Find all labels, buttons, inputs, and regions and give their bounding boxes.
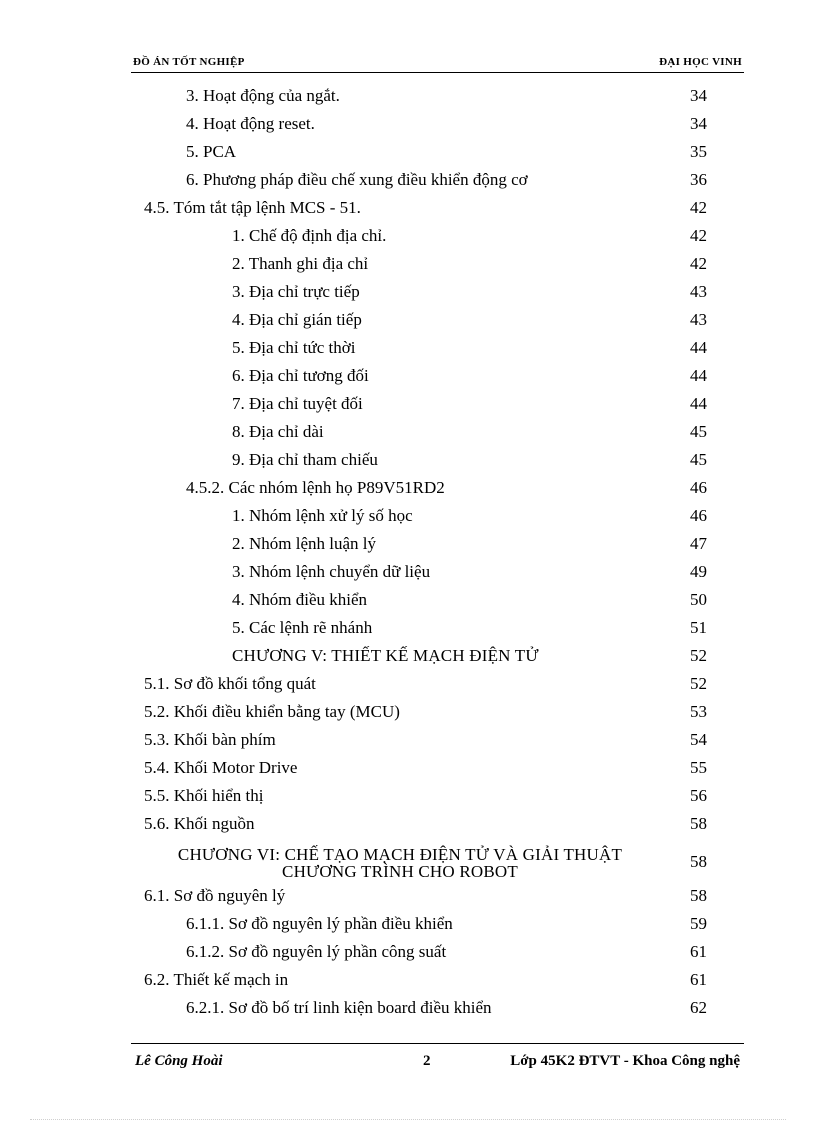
toc-entry-page: 53 bbox=[690, 702, 707, 721]
toc-entry-text: CHƯƠNG VI: CHẾ TẠO MẠCH ĐIỆN TỬ VÀ GIẢI THUẬT bbox=[177, 845, 623, 864]
toc-entry-page: 42 bbox=[690, 198, 707, 217]
toc-entry-text: 9. Địa chỉ tham chiếu bbox=[232, 450, 378, 469]
toc-entry-text: 5.1. Sơ đồ khối tổng quát bbox=[144, 674, 316, 693]
toc-entry-text: 4.5. Tóm tắt tập lệnh MCS - 51. bbox=[144, 198, 361, 217]
toc-entry-page: 52 bbox=[690, 646, 707, 665]
toc-entry-page: 43 bbox=[690, 310, 707, 329]
toc-entry-text: 4. Hoạt động reset. bbox=[186, 114, 315, 133]
toc-entry-page: 47 bbox=[690, 534, 707, 553]
toc-entry-text: 4. Địa chỉ gián tiếp bbox=[232, 310, 362, 329]
toc-entry-page: 42 bbox=[690, 226, 707, 245]
page-header bbox=[131, 54, 744, 73]
toc-entry-page: 54 bbox=[690, 730, 707, 749]
toc-entry-page: 43 bbox=[690, 282, 707, 301]
toc-entry-text: 5.4. Khối Motor Drive bbox=[144, 758, 298, 777]
toc-entry-text: 2. Nhóm lệnh luận lý bbox=[232, 534, 377, 553]
toc-entry-page: 46 bbox=[690, 506, 707, 525]
toc-entry-page: 61 bbox=[690, 970, 707, 989]
toc-entry-page: 42 bbox=[690, 254, 707, 273]
toc-entry-text: 6.1.1. Sơ đồ nguyên lý phần điều khiển bbox=[186, 914, 453, 933]
footer-author: Lê Công Hoài bbox=[135, 1053, 223, 1069]
toc-entry-page: 58 bbox=[690, 886, 707, 905]
toc-entry-page: 58 bbox=[690, 814, 707, 833]
toc-entry-text: 4. Nhóm điều khiển bbox=[232, 590, 368, 609]
toc-entry-page: 44 bbox=[690, 366, 707, 385]
toc-entry-text: 5.5. Khối hiển thị bbox=[144, 786, 264, 805]
toc-entry-page: 45 bbox=[690, 450, 707, 469]
toc-entry-text: 5. Địa chỉ tức thời bbox=[232, 338, 356, 357]
toc-entry-text: 3. Hoạt động của ngắt. bbox=[186, 86, 340, 105]
toc-entry-text: 2. Thanh ghi địa chỉ bbox=[232, 254, 369, 273]
toc-entry-text: 6.1.2. Sơ đồ nguyên lý phần công suất bbox=[186, 942, 447, 961]
toc-entry-page: 49 bbox=[690, 562, 707, 581]
toc-entry-text: 6. Địa chỉ tương đối bbox=[232, 366, 369, 385]
toc-entry-text: 3. Địa chỉ trực tiếp bbox=[232, 282, 360, 301]
header-right-title: ĐẠI HỌC VINH bbox=[659, 56, 742, 68]
toc-entry-page: 50 bbox=[690, 590, 707, 609]
toc-entry-page: 59 bbox=[690, 914, 707, 933]
toc-entry-text: 5. Các lệnh rẽ nhánh bbox=[232, 618, 373, 637]
toc-entry-page: 58 bbox=[690, 852, 707, 871]
toc-entry-page: 45 bbox=[690, 422, 707, 441]
toc-entry-text: 5.3. Khối bàn phím bbox=[144, 730, 276, 749]
toc-entry-text: CHƯƠNG V: THIẾT KẾ MẠCH ĐIỆN TỬ bbox=[232, 646, 539, 665]
toc-entry-page: 36 bbox=[690, 170, 707, 189]
toc-entry-text: 4.5.2. Các nhóm lệnh họ P89V51RD2 bbox=[186, 478, 445, 497]
toc-entry-page: 51 bbox=[690, 618, 707, 637]
toc-entry-text: CHƯƠNG TRÌNH CHO ROBOT bbox=[282, 862, 518, 881]
toc-entry-text: 8. Địa chỉ dài bbox=[232, 422, 324, 441]
toc-entry-page: 34 bbox=[690, 114, 707, 133]
header-left-title: ĐỒ ÁN TỐT NGHIỆP bbox=[133, 56, 245, 68]
toc-entry-page: 61 bbox=[690, 942, 707, 961]
toc-entry-page: 44 bbox=[690, 338, 707, 357]
toc-entry-page: 35 bbox=[690, 142, 707, 161]
toc-entry-page: 44 bbox=[690, 394, 707, 413]
toc-entry-page: 55 bbox=[690, 758, 707, 777]
toc-entry-page: 34 bbox=[690, 86, 707, 105]
toc-entry-text: 5.2. Khối điều khiển bằng tay (MCU) bbox=[144, 702, 400, 721]
toc-entry-page: 56 bbox=[690, 786, 707, 805]
toc-entry-text: 7. Địa chỉ tuyệt đối bbox=[232, 394, 363, 413]
page-footer bbox=[131, 1043, 744, 1072]
toc-entry-page: 52 bbox=[690, 674, 707, 693]
toc-entry-text: 1. Chế độ định địa chỉ. bbox=[232, 226, 387, 245]
toc-entry-text: 3. Nhóm lệnh chuyển dữ liệu bbox=[232, 562, 431, 581]
toc-entry-text: 6.1. Sơ đồ nguyên lý bbox=[144, 886, 286, 905]
toc-entry-text: 6.2.1. Sơ đồ bố trí linh kiện board điều khiển bbox=[186, 998, 492, 1017]
toc-entry-text: 1. Nhóm lệnh xử lý số học bbox=[232, 506, 413, 525]
footer-page-number: 2 bbox=[423, 1053, 431, 1069]
toc-entry-page: 46 bbox=[690, 478, 707, 497]
toc-entry-text: 5.6. Khối nguồn bbox=[144, 814, 255, 833]
toc-entry-text: 6. Phương pháp điều chế xung điều khiển động cơ bbox=[186, 170, 528, 189]
toc-entry-page: 62 bbox=[690, 998, 707, 1017]
toc-entry-text: 5. PCA bbox=[186, 142, 237, 161]
page-edge-divider bbox=[30, 1119, 786, 1120]
toc-entry-text: 6.2. Thiết kế mạch in bbox=[144, 970, 289, 989]
footer-class: Lớp 45K2 ĐTVT - Khoa Công nghệ bbox=[510, 1053, 740, 1069]
